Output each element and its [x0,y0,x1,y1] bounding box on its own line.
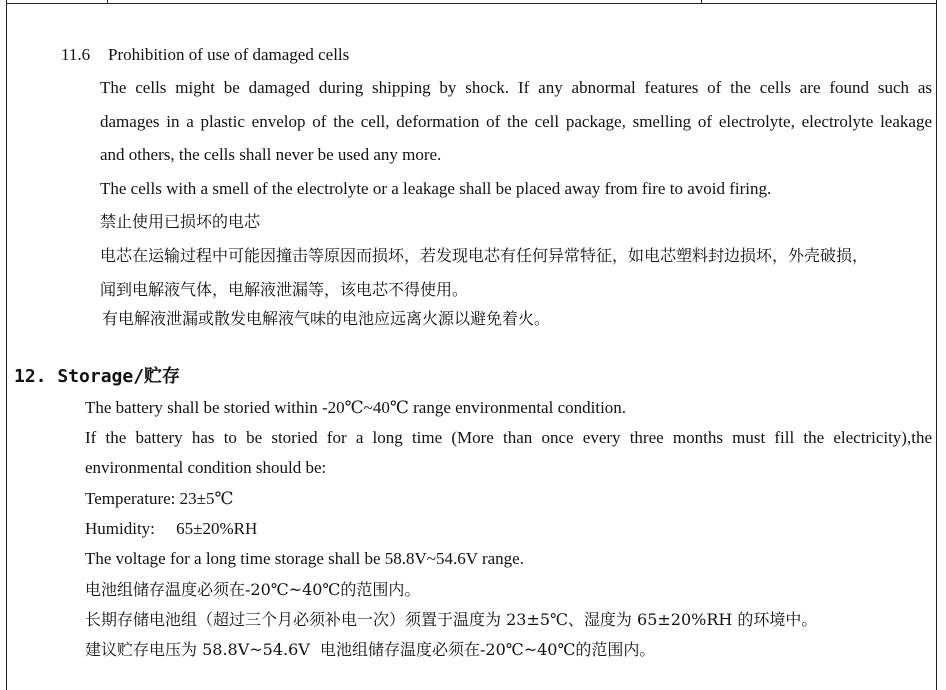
table-cell-divider [107,0,108,3]
cn-storage-line: 建议贮存电压为 58.8V~54.6V 电池组储存温度必须在-20℃~40℃的范围内。 [85,640,656,659]
storage-line: The battery shall be storied within -20℃~40℃ range environmental condition. [85,398,627,417]
storage-voltage: The voltage for a long time storage shall be 58.8V~54.6V range. [85,549,524,568]
table-top-rule [7,3,936,4]
cn-paragraph-line: 有电解液泄漏或散发电解液气味的电池应远离火源以避免着火。 [102,309,551,328]
cn-title: 禁止使用已损坏的电芯 [100,212,261,231]
paragraph-line: The cells might be damaged during shipping by shock. If any abnormal features of the cells are found such as [100,78,932,97]
storage-temperature: Temperature: 23±5℃ [85,489,234,508]
section-title: Prohibition of use of damaged cells [108,45,350,64]
section-12-heading: 12. Storage/贮存 [14,366,181,387]
cn-paragraph-line: 闻到电解液气体，电解液泄漏等，该电芯不得使用。 [100,280,469,299]
section-number: 11.6 [61,45,91,64]
storage-line: environmental condition should be: [85,458,327,477]
cn-storage-line: 电池组储存温度必须在-20℃~40℃的范围内。 [85,580,421,599]
paragraph-line: and others, the cells shall never be used any more. [100,145,442,164]
paragraph-line: damages in a plastic envelop of the cell, deformation of the cell package, smelling of electrolyte, electrolyte leakage [100,112,932,131]
paragraph-line: The cells with a smell of the electrolyte or a leakage shall be placed away from fire to avoid firing. [100,179,772,198]
storage-line: If the battery has to be storied for a long time (More than once every three months must fill the electricity),the [85,428,932,447]
storage-humidity: Humidity: 65±20%RH [85,519,258,538]
table-cell-divider [701,0,702,3]
section-11-6-heading [61,45,349,65]
cn-paragraph-line: 电芯在运输过程中可能因撞击等原因而损坏，若发现电芯有任何异常特征，如电芯塑料封边损坏，外壳破损， [100,246,869,265]
cn-storage-line: 长期存储电池组（超过三个月必须补电一次）须置于温度为 23±5℃、湿度为 65±20%RH 的环境中。 [85,610,818,629]
